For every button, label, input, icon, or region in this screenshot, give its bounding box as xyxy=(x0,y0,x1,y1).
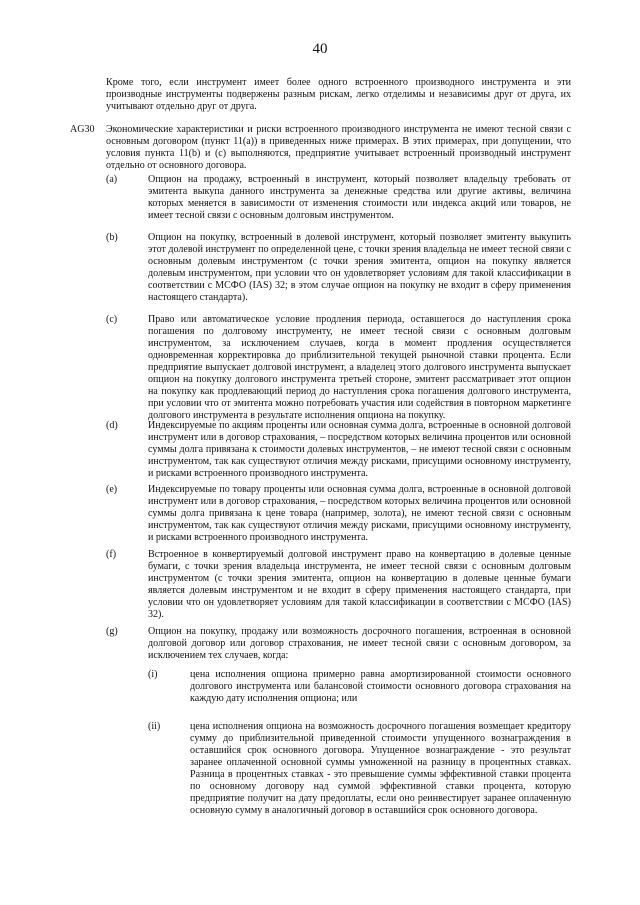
section-text: Экономические характеристики и риски встроенного производного инструмента не имеют тесной связи с основным договором (пункт 11(a)) в приведенных ниже примерах. В этих примерах, при допущении, что условия пункта 11(b) и (c) выполняются, предприятие учитывает встроенный производный инструмент отдельно от основного договора. xyxy=(106,124,571,171)
subitem-ii-text: цена исполнения опциона на возможность досрочного погашения возмещает кредитору сумму до приблизительной приведенной стоимости упущенного вознаграждения в оставшийся срок основного договора. Упущенное вознаграждение - это результат заранее оплаченной основной суммы умноженной на разницу в процентных ставках. Разница в процентных ставках - это превышение суммы эффективной ставки процента по основному договору над суммой эффективной ставки процента, которую предприятие получит на дату предоплаты, если оно реинвестирует заранее оплаченную основную сумму в аналогичный договор в оставшийся срок основного договора. xyxy=(190,721,571,816)
item-g-text: Опцион на покупку, продажу или возможность досрочного погашения, встроенная в основной долговой договор или договор страхования, не имеет тесной связи с основным договором, за исключением тех случаев, когда: xyxy=(148,626,571,661)
item-c-text: Право или автоматическое условие продления периода, оставшегося до наступления срока погашения по долговому инструменту, не имеет тесной связи с основным долговым инструментом, за исключением случаев, когда в момент продления осуществляется одновременная корректировка до приблизительной текущей рыночной ставки процента. Если предприятие выпускает долговой инструмент, а владелец этого долгового инструмента выпускает опцион на покупку долгового инструмента третьей стороне, эмитент рассматривает этот опцион на покупку как продлевающий период до наступления срока погашения долгового инструмента, при условии что от эмитента можно потребовать участия или содействия в повторном маркетинге долгового инструмента в результате исполнения опциона на покупку. xyxy=(148,314,571,421)
subitem-i-label: (i) xyxy=(148,669,158,680)
page-number: 40 xyxy=(312,41,328,57)
subitem-i-text: цена исполнения опциона примерно равна амортизированной стоимости основного долгового инструмента или балансовой стоимости основного договора страхования на каждую дату исполнения опциона; или xyxy=(190,669,571,704)
item-d-label: (d) xyxy=(106,420,118,431)
item-b-label: (b) xyxy=(106,232,118,243)
item-c-label: (c) xyxy=(106,314,118,325)
item-f-text: Встроенное в конвертируемый долговой инструмент право на конвертацию в долевые ценные бумаги, с точки зрения владельца инструмента, не имеет тесной связи с основным долговым инструментом (с точки зрения эмитента, опцион на конвертацию в долевые ценные бумаги является долевым инструментом и не входит в сферу применения настоящего стандарта, при условии что он удовлетворяет условиям для такой классификации в соответствии с МСФО (IAS) 32). xyxy=(148,549,571,620)
item-b-text: Опцион на покупку, встроенный в долевой инструмент, который позволяет эмитенту выкупить этот долевой инструмент по определенной цене, с точки зрения владельца не имеет тесной связи с основным долевым инструментом (с точки зрения эмитента, опцион на покупку является долевым инструментом, при условии что он удовлетворяет условиям для такой классификации в соответствии с МСФО (IAS) 32; в этом случае опцион на покупку не входит в сферу применения настоящего стандарта). xyxy=(148,232,571,303)
section-label: AG30 xyxy=(70,124,95,135)
subitem-ii-label: (ii) xyxy=(148,721,161,732)
item-e-text: Индексируемые по товару проценты или основная сумма долга, встроенные в основной долговой инструмент или в договор страхования, – посредством которых величина процентов или основной суммы долга привязана к цене товара (например, золота), не имеют тесной связи с основным инструментом, так как существуют отличия между рисками, присущими основному инструменту, и рисками встроенного производного инструмента. xyxy=(148,484,571,543)
item-f-label: (f) xyxy=(106,549,117,560)
intro-paragraph: Кроме того, если инструмент имеет более одного встроенного производного инструмента и эти производные инструменты подвержены разным рискам, легко отделимы и независимы друг от друга, их учитывают отдельно друг от друга. xyxy=(106,77,571,112)
item-a-label: (a) xyxy=(106,174,118,185)
item-a-text: Опцион на продажу, встроенный в инструмент, который позволяет владельцу требовать от эмитента выкупа данного инструмента за денежные средства или другие активы, величина которых меняется в зависимости от изменения стоимости или индекса акций или товаров, не имеет тесной связи с основным долговым инструментом. xyxy=(148,174,571,221)
item-e-label: (e) xyxy=(106,484,118,495)
item-g-label: (g) xyxy=(106,626,118,637)
item-d-text: Индексируемые по акциям проценты или основная сумма долга, встроенные в основной долговой инструмент или в договор страхования, – посредством которых величина процентов или основной суммы долга привязана к стоимости долевых инструментов, – не имеют тесной связи с основным инструментом, так как существуют отличия между рисками, присущими основному инструменту, и рисками встроенного производного инструмента. xyxy=(148,420,571,479)
